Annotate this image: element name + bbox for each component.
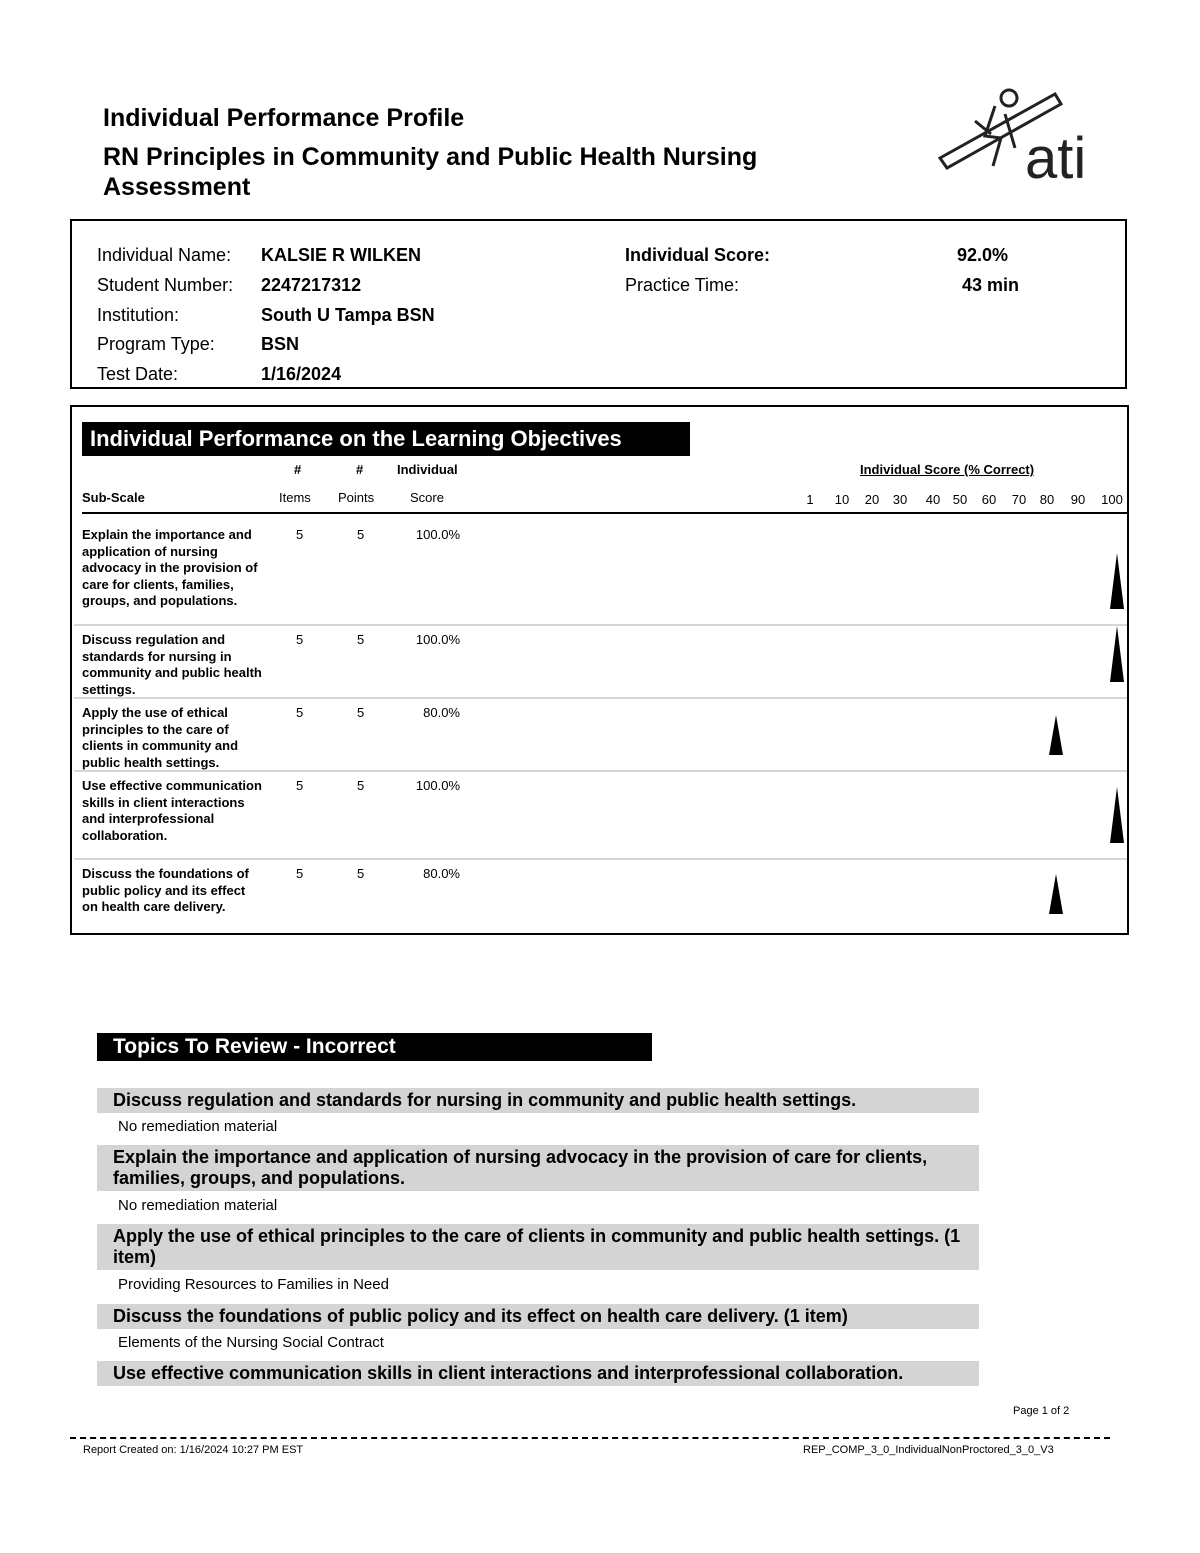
- objective-score: 100.0%: [415, 778, 460, 793]
- topic-title: Apply the use of ethical principles to the care of clients in community and public health settings. (1 item): [97, 1224, 979, 1270]
- scale-tick-label: 60: [981, 492, 997, 507]
- scale-tick-label: 100: [1101, 492, 1123, 507]
- objective-points: 5: [357, 527, 365, 542]
- topic-remediation: No remediation material: [118, 1197, 278, 1214]
- topic-remediation: Elements of the Nursing Social Contract: [118, 1334, 384, 1351]
- objective-items: 5: [296, 866, 304, 881]
- svg-text:ati: ati: [1025, 126, 1087, 186]
- topic-remediation: No remediation material: [118, 1118, 278, 1135]
- row-divider: [74, 770, 1127, 772]
- scale-tick-label: 90: [1070, 492, 1086, 507]
- points-header: Points: [338, 490, 375, 505]
- objective-points: 5: [357, 705, 365, 720]
- page-number: Page 1 of 2: [1013, 1405, 1070, 1417]
- assessment-title: RN Principles in Community and Public Health Nursing: [103, 143, 758, 171]
- topics-banner: Topics To Review - Incorrect: [97, 1033, 652, 1061]
- row-divider: [74, 697, 1127, 699]
- objective-items: 5: [296, 705, 304, 720]
- scale-tick-label: 30: [892, 492, 908, 507]
- student-number-label: Student Number:: [97, 275, 234, 295]
- topic-remediation: Providing Resources to Families in Need: [118, 1276, 389, 1293]
- topic-title: Discuss the foundations of public policy and its effect on health care delivery. (1 item): [97, 1304, 979, 1329]
- row-divider: [74, 624, 1127, 626]
- objective-items: 5: [296, 778, 304, 793]
- name-value: KALSIE R WILKEN: [261, 245, 421, 265]
- scale-tick-label: 80: [1039, 492, 1055, 507]
- ati-figure-logo-icon: [935, 86, 1105, 186]
- objective-points: 5: [357, 778, 365, 793]
- institution-value: South U Tampa BSN: [261, 305, 435, 325]
- learning-objectives-box: [70, 405, 1129, 935]
- program-type-label: Program Type:: [97, 334, 215, 354]
- student-number-value: 2247217312: [261, 275, 362, 295]
- scale-tick-label: 10: [834, 492, 850, 507]
- scale-tick-label: 50: [952, 492, 968, 507]
- subscale-header: Sub-Scale: [82, 490, 145, 505]
- items-header-top: #: [294, 462, 302, 477]
- footer-divider: [70, 1437, 1110, 1439]
- individual-score-label: Individual Score:: [625, 245, 771, 265]
- report-created: Report Created on: 1/16/2024 10:27 PM EST: [83, 1444, 304, 1456]
- test-date-label: Test Date:: [97, 364, 179, 384]
- topic-title: Use effective communication skills in client interactions and interprofessional collaboration.: [97, 1361, 979, 1386]
- score-marker: [1110, 787, 1124, 843]
- objective-text: Use effective communication skills in client interactions and interprofessional collaboration.: [82, 778, 262, 843]
- objective-score: 100.0%: [415, 527, 460, 542]
- score-marker: [1049, 715, 1063, 755]
- points-header-top: #: [356, 462, 364, 477]
- objective-points: 5: [357, 632, 365, 647]
- items-header: Items: [279, 490, 311, 505]
- name-label: Individual Name:: [97, 245, 232, 265]
- ati-logo: [935, 86, 1105, 186]
- objective-text: Apply the use of ethical principles to the care of clients in community and public health settings.: [82, 705, 239, 770]
- objective-items: 5: [296, 527, 304, 542]
- score-marker: [1049, 874, 1063, 914]
- individual-score-value: 92.0%: [957, 245, 1009, 265]
- test-date-value: 1/16/2024: [261, 364, 342, 384]
- objective-score: 80.0%: [423, 705, 460, 720]
- scale-tick-label: 70: [1011, 492, 1027, 507]
- scale-tick-label: 1: [806, 492, 814, 507]
- scale-tick-label: 20: [864, 492, 880, 507]
- topic-title: Discuss regulation and standards for nursing in community and public health settings.: [97, 1088, 979, 1113]
- objective-text: Discuss the foundations of public policy and its effect on health care delivery.: [82, 866, 249, 914]
- objective-points: 5: [357, 866, 365, 881]
- score-marker: [1110, 626, 1124, 682]
- objective-items: 5: [296, 632, 304, 647]
- institution-label: Institution:: [97, 305, 180, 325]
- score-header: Score: [410, 490, 444, 505]
- individual-info-box: [70, 219, 1127, 389]
- practice-time-value: 43 min: [962, 275, 1020, 295]
- objective-score: 80.0%: [423, 866, 460, 881]
- score-header-top: Individual: [397, 462, 458, 477]
- assessment-title-cont: Assessment: [103, 173, 251, 201]
- objectives-banner: Individual Performance on the Learning Objectives: [82, 422, 690, 456]
- program-type-value: BSN: [261, 334, 300, 354]
- objective-text: Discuss regulation and standards for nursing in community and public health settings.: [82, 632, 262, 697]
- objective-text: Explain the importance and application of nursing advocacy in the provision of care for clients, families, groups, and populations.: [82, 527, 258, 608]
- scale-tick-label: 40: [925, 492, 941, 507]
- report-title: Individual Performance Profile: [103, 104, 465, 132]
- row-divider: [74, 858, 1127, 860]
- topic-title: Explain the importance and application of nursing advocacy in the provision of care for clients, families, groups, and populations.: [97, 1145, 979, 1191]
- practice-time-label: Practice Time:: [625, 275, 740, 295]
- scale-title: Individual Score (% Correct): [860, 462, 1035, 477]
- report-id: REP_COMP_3_0_IndividualNonProctored_3_0_V3: [803, 1444, 1054, 1456]
- header-divider: [82, 512, 1127, 514]
- objective-score: 100.0%: [415, 632, 460, 647]
- score-marker: [1110, 553, 1124, 609]
